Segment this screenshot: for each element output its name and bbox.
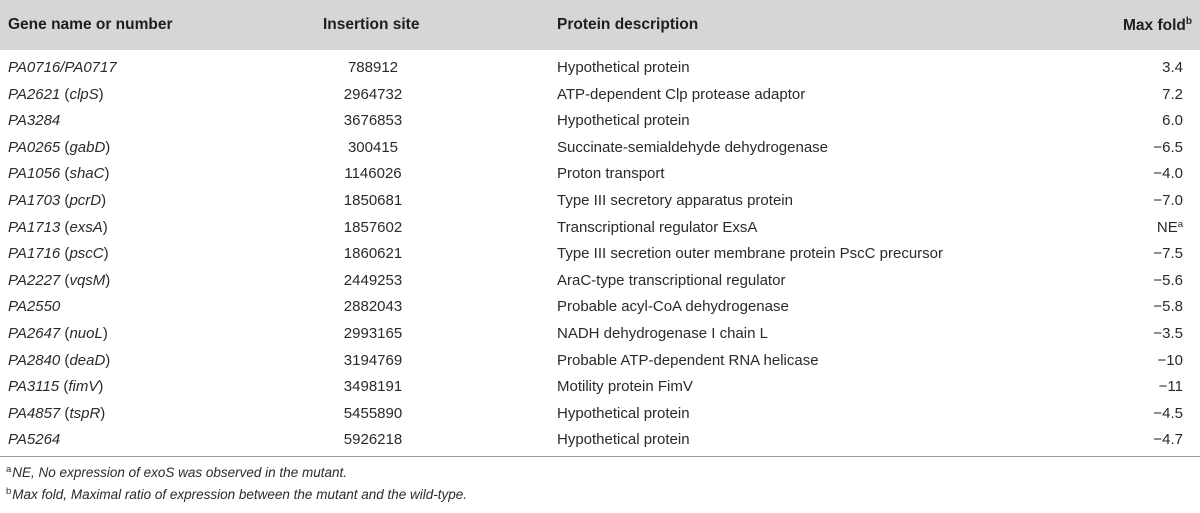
gene-symbol: vqsM [69,271,106,289]
gene-symbol: exsA [69,218,103,236]
table-row [0,108,1200,135]
cell-protein-description: Type III secretory apparatus protein [557,191,793,209]
gene-id: PA2621 [8,85,61,103]
table-row [0,374,1200,401]
fold-value: −10 [1157,351,1183,369]
gene-symbol: pcrD [69,191,102,209]
table-row [0,82,1200,109]
table-header [0,0,1200,50]
fold-value: −11 [1158,378,1183,396]
gene-id: PA3284 [8,112,61,130]
cell-gene: PA2840 (deaD) [8,351,111,369]
insertion-value: 5455890 [343,404,403,422]
insertion-value: 5926218 [343,431,403,449]
table-row [0,348,1200,375]
fold-value: −5.6 [1153,271,1183,289]
footnote-mark: a [6,464,12,475]
gene-id: PA2550 [8,298,61,316]
table-row [0,55,1200,82]
cell-protein-description: AraC-type transcriptional regulator [557,271,786,289]
cell-gene [8,431,60,448]
footnote-a [6,464,347,480]
insertion-value: 3194769 [343,351,403,369]
insertion-value: 2882043 [343,298,403,316]
cell-gene: PA1713 (exsA) [8,218,108,236]
fold-value: −4.7 [1153,431,1183,449]
cell-max-fold [1153,192,1183,209]
gene-id: PA1056 [8,165,61,183]
gene-id: PA1713 [8,218,61,236]
cell-max-fold [1153,298,1183,315]
gene-symbol: shaC [69,165,105,183]
gene-symbol: deaD [69,351,106,369]
fold-value: −7.5 [1153,245,1183,263]
gene-symbol: tspR [69,404,101,422]
footnote-b [6,486,467,502]
cell-protein-description: Motility protein FimV [557,378,693,396]
footnote-mark: b [6,486,12,497]
insertion-value: 2449253 [343,271,403,289]
header-insertion-site: Insertion site [323,16,420,33]
table-row [0,268,1200,295]
cell-gene: PA1703 (pcrD) [8,191,107,209]
table-body [0,55,1200,454]
header-max-fold [1123,16,1192,35]
cell-protein-description: ATP-dependent Clp protease adaptor [557,85,806,103]
cell-gene [8,59,117,76]
footnote-text: Max fold, Maximal ratio of expression between the mutant and the wild-type. [12,487,468,502]
gene-id: PA1716 [8,245,61,263]
cell-max-fold [1157,219,1183,236]
insertion-value: 2964732 [343,85,403,103]
table-row [0,161,1200,188]
gene-symbol: nuoL [69,324,103,342]
insertion-value: 1850681 [343,191,403,209]
gene-symbol: clpS [69,85,99,103]
cell-max-fold [1153,431,1183,448]
cell-protein-description: Hypothetical protein [557,431,690,449]
header-gene: Gene name or number [8,16,173,33]
cell-gene: PA2647 (nuoL) [8,324,108,342]
cell-max-fold [1153,272,1183,289]
insertion-value: 1857602 [343,218,403,236]
insertion-value: 788912 [347,59,399,76]
gene-id: PA0265 [8,138,61,156]
fold-value: −3.5 [1153,324,1183,342]
gene-id: PA1703 [8,191,61,209]
fold-value: 3.4 [1162,59,1183,76]
fold-note: a [1177,218,1183,230]
insertion-value: 300415 [347,138,399,156]
gene-id: PA0716/PA0717 [8,59,117,76]
cell-gene: PA1056 (shaC) [8,165,110,183]
fold-value: 7.2 [1162,85,1183,103]
cell-max-fold [1158,352,1183,369]
insertion-value: 1860621 [343,245,403,263]
gene-id: PA2227 [8,271,61,289]
cell-protein-description: Probable acyl-CoA dehydrogenase [557,298,789,316]
table-bottom-rule [0,456,1200,457]
cell-max-fold [1153,325,1183,342]
cell-max-fold [1153,245,1183,262]
gene-symbol: pscC [69,245,104,263]
fold-value: −4.0 [1153,165,1183,183]
cell-max-fold [1153,405,1183,422]
cell-gene: PA0265 (gabD) [8,138,111,156]
table-row [0,294,1200,321]
insertion-value: 1146026 [344,165,402,183]
fold-value: −5.8 [1153,298,1183,316]
table-row [0,401,1200,428]
cell-gene: PA1716 (pscC) [8,245,109,263]
footnote-text: NE, No expression of exoS was observed in the mutant. [12,465,347,480]
cell-max-fold [1159,378,1183,395]
cell-max-fold [1153,139,1183,156]
gene-id: PA2647 [8,324,61,342]
gene-symbol: fimV [68,378,99,396]
fold-value: NE [1156,218,1178,236]
cell-protein-description: NADH dehydrogenase I chain L [557,324,768,342]
cell-max-fold [1162,59,1183,76]
table-row [0,427,1200,454]
gene-id: PA2840 [8,351,61,369]
insertion-value: 3498191 [343,378,403,396]
cell-gene [8,298,60,315]
gene-id: PA4857 [8,404,61,422]
cell-protein-description: Hypothetical protein [557,404,690,422]
cell-protein-description: Transcriptional regulator ExsA [557,218,758,236]
fold-value: 6.0 [1162,112,1183,130]
fold-value: −7.0 [1153,191,1183,209]
gene-id: PA3115 [8,378,60,396]
cell-protein-description: Hypothetical protein [557,112,690,130]
header-protein-description: Protein description [557,16,699,33]
insertion-value: 3676853 [343,112,403,130]
cell-gene [8,112,60,129]
gene-id: PA5264 [8,431,61,449]
cell-gene: PA4857 (tspR) [8,404,106,422]
cell-gene: PA3115 (fimV) [8,378,104,396]
cell-gene: PA2227 (vqsM) [8,271,111,289]
table-row [0,135,1200,162]
fold-value: −4.5 [1153,404,1183,422]
cell-gene: PA2621 (clpS) [8,85,104,103]
header-max-fold-note: b [1185,16,1192,27]
table-row [0,188,1200,215]
gene-symbol: gabD [69,138,106,156]
fold-value: −6.5 [1153,138,1183,156]
cell-protein-description: Proton transport [557,165,665,183]
table-row [0,241,1200,268]
table-row [0,215,1200,242]
cell-protein-description: Probable ATP-dependent RNA helicase [557,351,819,369]
insertion-value: 2993165 [343,324,403,342]
table-row [0,321,1200,348]
cell-protein-description: Hypothetical protein [557,59,690,76]
cell-max-fold [1162,86,1183,103]
cell-protein-description: Succinate-semialdehyde dehydrogenase [557,138,829,156]
cell-max-fold [1153,165,1183,182]
cell-protein-description: Type III secretion outer membrane protein PscC precursor [557,245,944,263]
header-max-fold-label: Max fold [1123,17,1186,34]
cell-max-fold [1162,112,1183,129]
